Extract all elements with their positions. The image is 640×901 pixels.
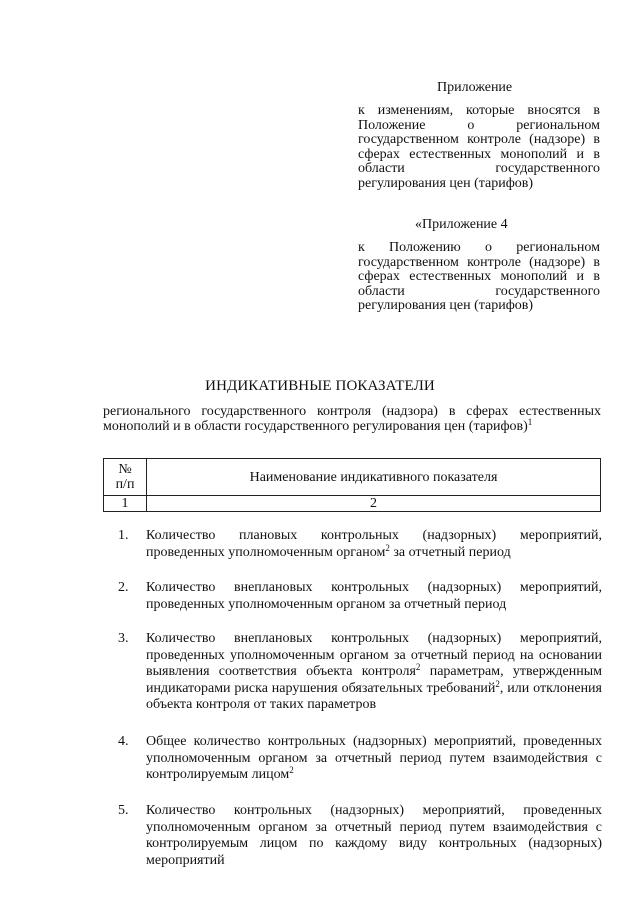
item-text-part: , или отклонения объекта контроля от таких параметров bbox=[146, 680, 602, 712]
item-text-part: Количество внеплановых контрольных (надзорных) мероприятий, проведенных уполномоченным органом за отчетный период на основании выявления соответствия объекта контроля bbox=[146, 631, 602, 679]
header-number-sign: № bbox=[118, 462, 132, 477]
footnote-ref: 2 bbox=[289, 765, 294, 775]
table-numbering-row bbox=[104, 496, 601, 512]
appendix4-text: к Положению о региональном государственном контроле (надзоре) в сферах естественных монополий и в области государственного регулирования цен (тарифов) bbox=[358, 240, 600, 313]
appendix-title: Приложение bbox=[437, 80, 513, 95]
header-number-abbr: п/п bbox=[115, 477, 135, 492]
item-number: 2. bbox=[118, 580, 129, 595]
item-text bbox=[146, 803, 602, 869]
footnote-ref: 2 bbox=[495, 678, 500, 689]
item-text-part: за отчетный период bbox=[389, 544, 511, 560]
item-text bbox=[146, 734, 602, 784]
item-number: 1. bbox=[118, 528, 129, 543]
item-text-part: Общее количество контрольных (надзорных) мероприятий, проведенных уполномоченным органом за отчетный период путем взаимодействия с контролируемым лицом bbox=[146, 734, 602, 782]
footnote-ref: 1 bbox=[527, 416, 533, 427]
header-name-cell: Наименование индикативного показателя bbox=[147, 459, 601, 496]
document-subtitle bbox=[103, 405, 601, 434]
item-text-part: Количество внеплановых контрольных (надзорных) мероприятий, проведенных уполномоченным органом за отчетный период bbox=[146, 580, 602, 612]
indicator-item-2 bbox=[118, 580, 602, 613]
item-text-part: Количество плановых контрольных (надзорных) мероприятий, проведенных уполномоченным органом bbox=[146, 528, 602, 560]
item-number: 3. bbox=[118, 631, 129, 646]
numbering-cell-1: 1 bbox=[104, 496, 147, 512]
item-text-part: Количество контрольных (надзорных) мероприятий, проведенных уполномоченным органом за отчетный период путем взаимодействия с контролируемым лицом по каждому виду контрольных (надзорных) мероприятий bbox=[146, 803, 602, 868]
indicator-item-3 bbox=[118, 631, 602, 714]
indicator-item-1 bbox=[118, 528, 602, 561]
subtitle-text: регионального государственного контроля (надзора) в сферах естественных монополий и в области государственного регулирования цен (тарифов) bbox=[103, 404, 601, 434]
item-number: 4. bbox=[118, 734, 129, 749]
numbering-cell-2: 2 bbox=[147, 496, 601, 512]
table-header-row bbox=[104, 459, 601, 496]
item-text-part: параметрам, утвержденным индикаторами риска нарушения обязательных требований bbox=[146, 664, 602, 696]
item-text bbox=[146, 580, 602, 613]
indicator-item-4 bbox=[118, 734, 602, 784]
footnote-ref: 2 bbox=[385, 542, 390, 553]
item-number: 5. bbox=[118, 803, 129, 818]
indicator-item-5 bbox=[118, 803, 602, 869]
appendix-text: к изменениям, которые вносятся в Положение о региональном государственном контроле (надзоре) в сферах естественных монополий и в области государственного регулирования цен (тарифов) bbox=[358, 103, 600, 191]
item-text bbox=[146, 528, 602, 561]
appendix4-title: «Приложение 4 bbox=[415, 217, 508, 232]
item-text bbox=[146, 631, 602, 714]
indicators-table bbox=[103, 458, 601, 512]
header-number-cell bbox=[104, 459, 147, 496]
document-title: ИНДИКАТИВНЫЕ ПОКАЗАТЕЛИ bbox=[205, 378, 435, 394]
footnote-ref: 2 bbox=[415, 662, 421, 672]
